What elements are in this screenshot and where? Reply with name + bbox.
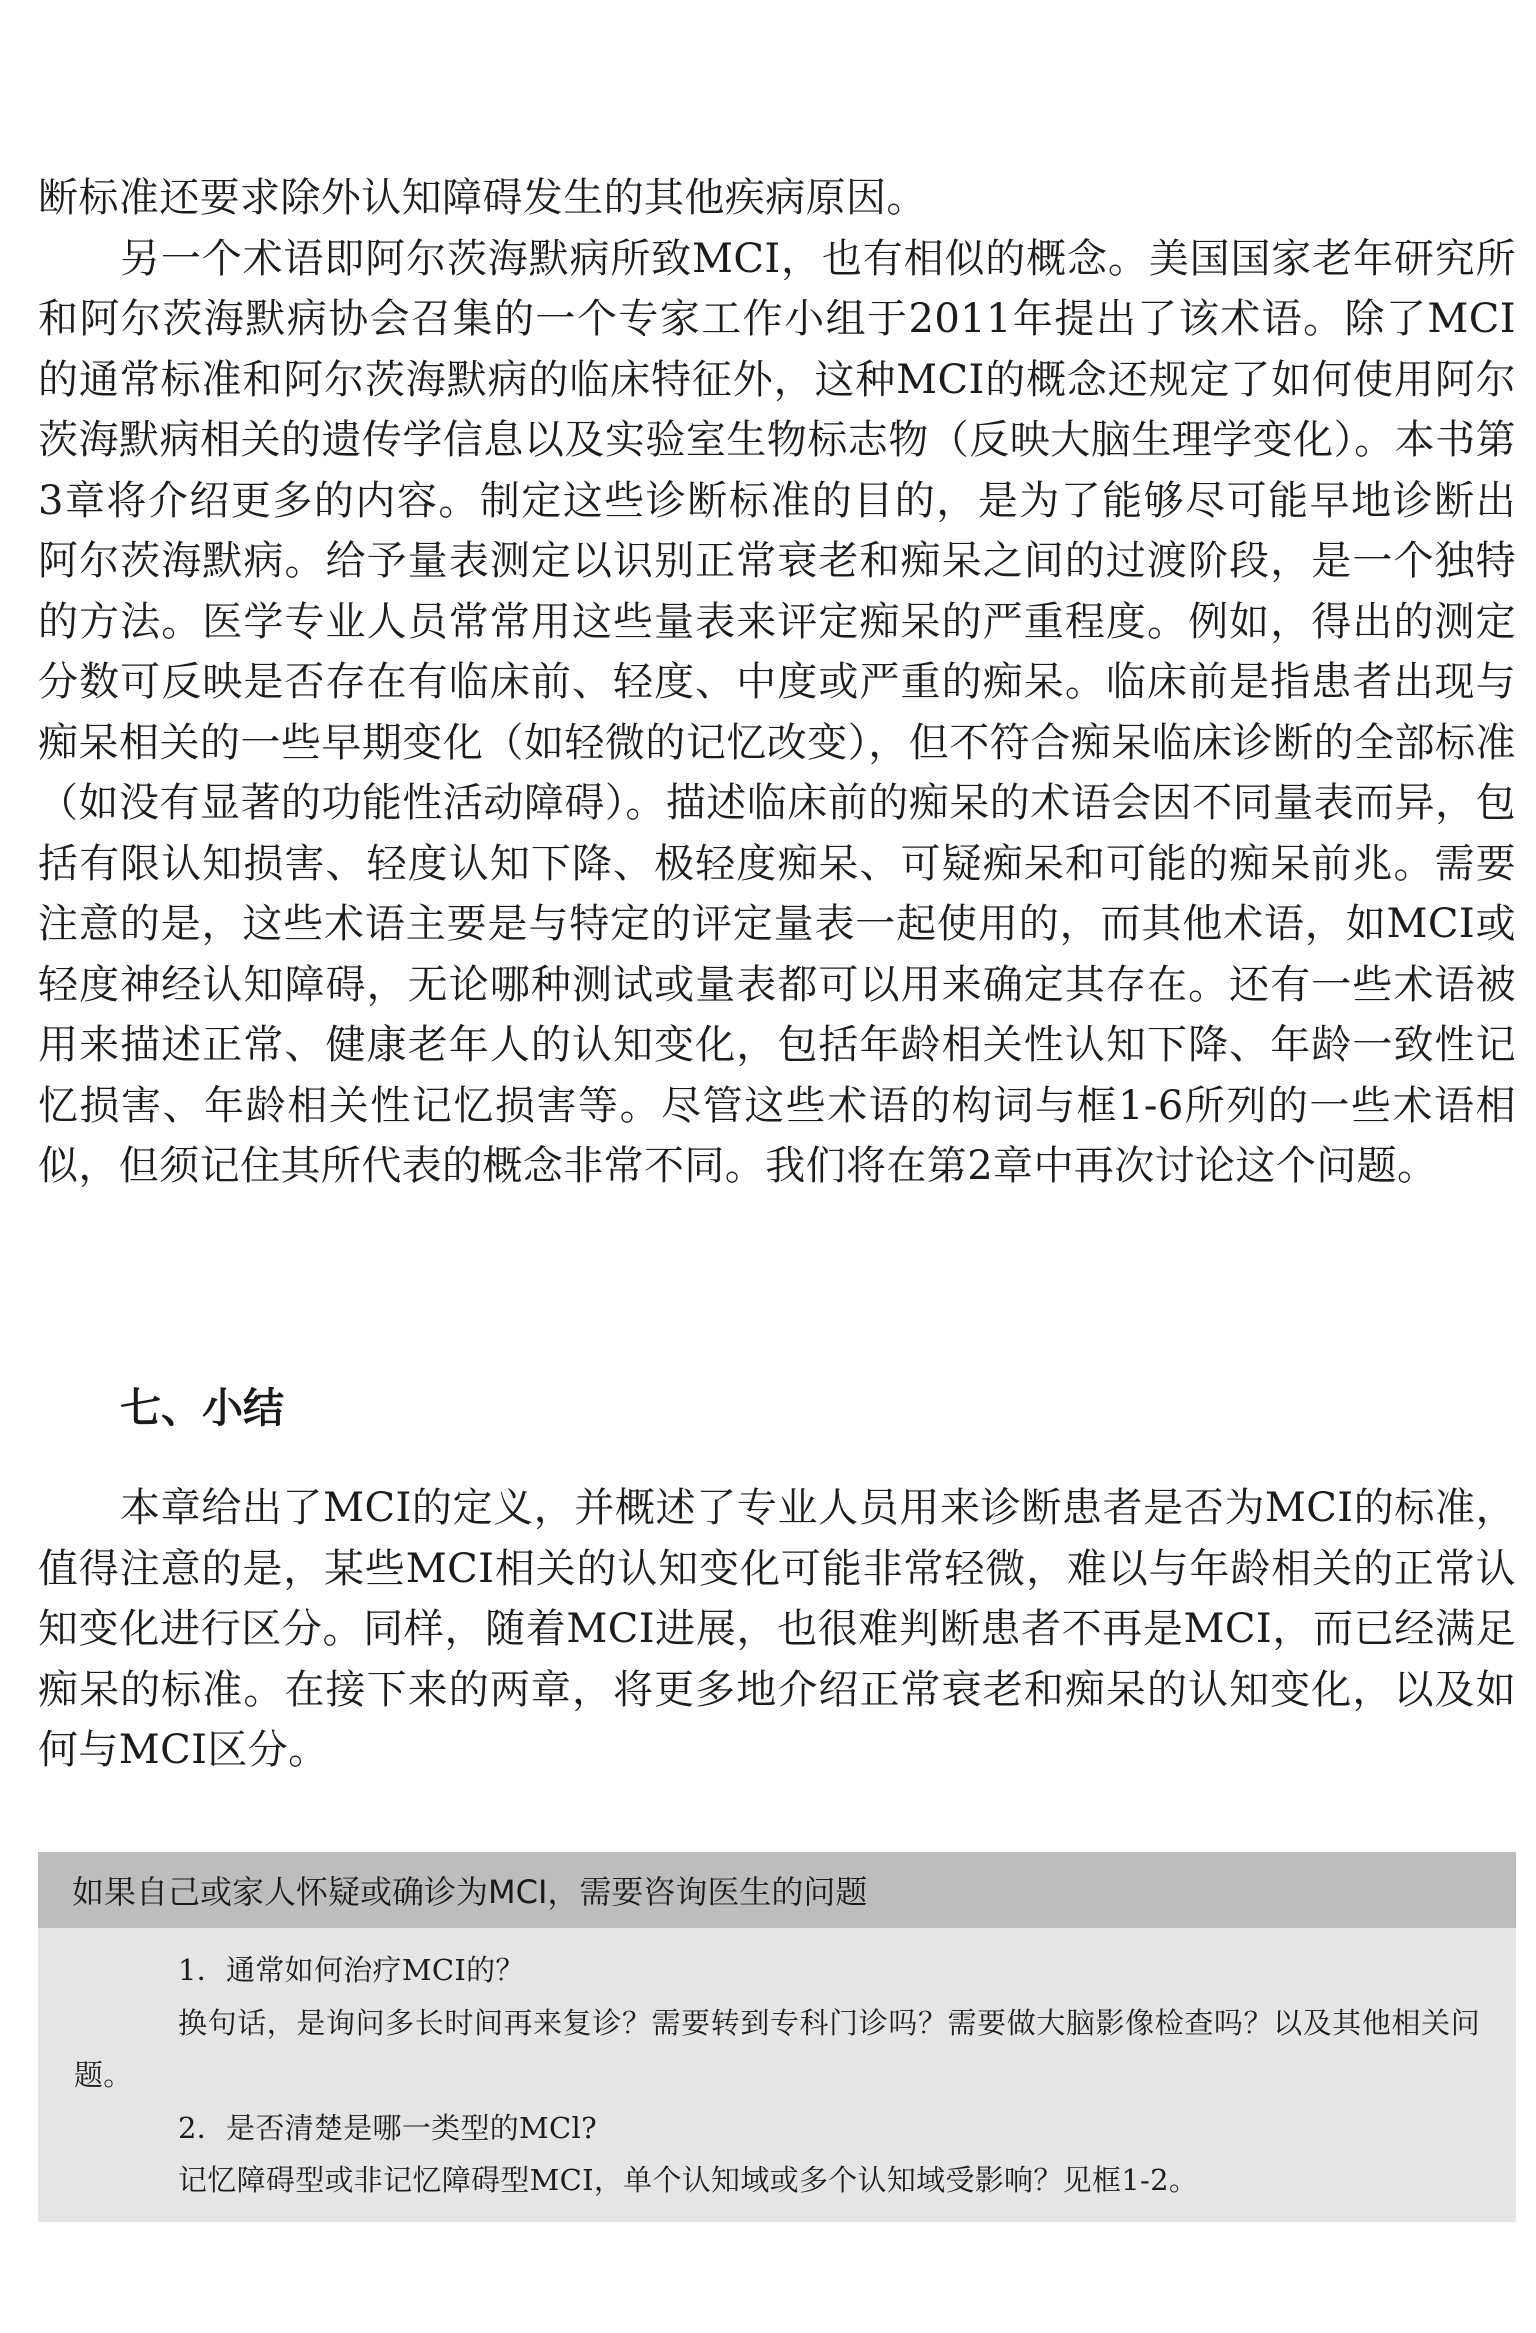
question-detail: 记忆障碍型或非记忆障碍型MCI，单个认知域或多个认知域受影响？见框1-2。 (178, 2163, 1199, 2197)
box-title: 如果自己或家人怀疑或确诊为MCI，需要咨询医生的问题 (38, 1852, 1516, 1928)
question-detail: 换句话，是询问多长时间再来复诊？需要转到专科门诊吗？需要做大脑影像检查吗？以及其他相关问题。 (74, 2005, 1480, 2092)
section-heading: 七、小结 (120, 1384, 284, 1432)
summary-paragraph: 本章给出了MCI的定义，并概述了专业人员用来诊断患者是否为MCI的标准，值得注意的是，某些MCI相关的认知变化可能非常轻微，难以与年龄相关的正常认知变化进行区分。同样，随着MCI进展，也很难判断患者不再是MCI，而已经满足痴呆的标准。在接下来的两章，将更多地介绍正常衰老和痴呆的认知变化，以及如何与MCI区分。 (38, 1485, 1516, 1773)
body-text (38, 168, 1516, 1197)
question-item: 1．通常如何治疗MCI的？ (178, 1953, 525, 1987)
box-body (38, 1928, 1516, 2207)
doctor-questions-box (38, 1852, 1516, 2222)
paragraph-continuation: 断标准还要求除外认知障碍发生的其他疾病原因。 (38, 175, 927, 221)
summary-section (38, 1478, 1516, 1781)
question-item: 2．是否清楚是哪一类型的MCl? (178, 2110, 597, 2145)
paragraph-mci-due-to-ad: 另一个术语即阿尔茨海默病所致MCI，也有相似的概念。美国国家老年研究所和阿尔茨海默病协会召集的一个专家工作小组于2011年提出了该术语。除了MCI的通常标准和阿尔茨海默病的临床特征外，这种MCI的概念还规定了如何使用阿尔茨海默病相关的遗传学信息以及实验室生物标志物（反映大脑生理学变化）。本书第3章将介绍更多的内容。制定这些诊断标准的目的，是为了能够尽可能早地诊断出阿尔茨海默病。给予量表测定以识别正常衰老和痴呆之间的过渡阶段，是一个独特的方法。医学专业人员常常用这些量表来评定痴呆的严重程度。例如，得出的测定分数可反映是否存在有临床前、轻度、中度或严重的痴呆。临床前是指患者出现与痴呆相关的一些早期变化（如轻微的记忆改变），但不符合痴呆临床诊断的全部标准（如没有显著的功能性活动障碍）。描述临床前的痴呆的术语会因不同量表而异，包括有限认知损害、轻度认知下降、极轻度痴呆、可疑痴呆和可能的痴呆前兆。需要注意的是，这些术语主要是与特定的评定量表一起使用的，而其他术语，如MCI或轻度神经认知障碍，无论哪种测试或量表都可以用来确定其存在。还有一些术语被用来描述正常、健康老年人的认知变化，包括年龄相关性认知下降、年龄一致性记忆损害、年龄相关性记忆损害等。尽管这些术语的构词与框1-6所列的一些术语相似，但须记住其所代表的概念非常不同。我们将在第2章中再次讨论这个问题。 (38, 235, 1516, 1189)
